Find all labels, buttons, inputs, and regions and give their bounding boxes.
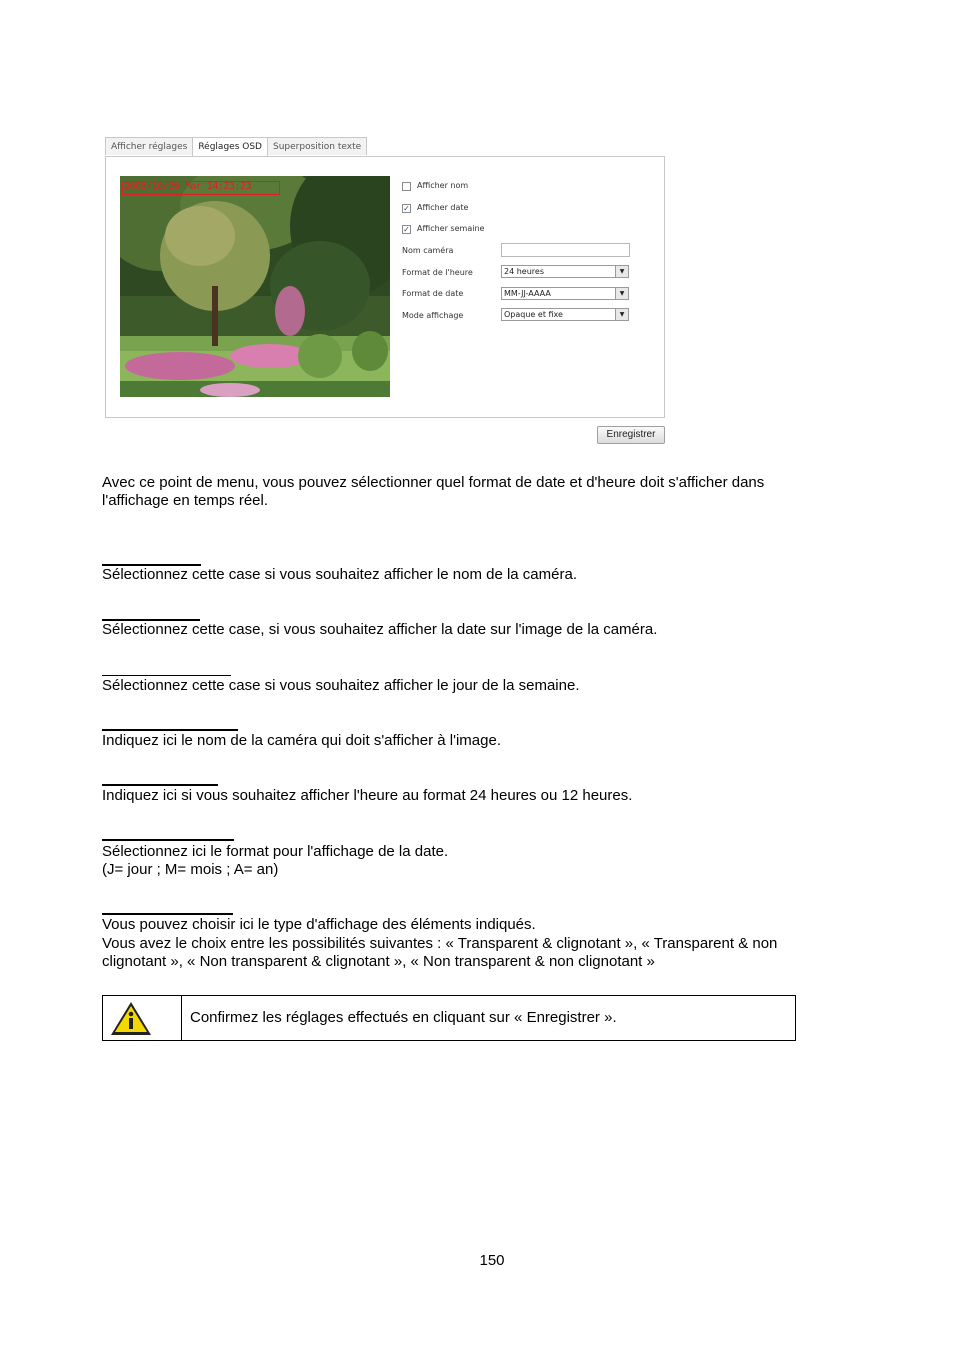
section-rule — [102, 675, 231, 676]
tab-reglages-osd[interactable]: Réglages OSD — [192, 137, 268, 156]
warning-info-icon — [109, 1000, 153, 1037]
section-rule — [102, 784, 218, 786]
format-heure-label: Format de l'heure — [402, 268, 473, 277]
format-date-select[interactable] — [501, 287, 629, 300]
format-date-legend: (J= jour ; M= mois ; A= an) — [102, 861, 279, 878]
afficher-nom-description: Sélectionnez cette case si vous souhaitez afficher le nom de la caméra. — [102, 566, 577, 583]
afficher-nom-checkbox[interactable] — [402, 182, 411, 191]
afficher-nom-label: Afficher nom — [417, 181, 469, 190]
format-heure-select[interactable] — [501, 265, 629, 278]
section-rule — [102, 729, 238, 731]
save-button[interactable]: Enregistrer — [597, 426, 665, 444]
settings-tabs — [105, 137, 366, 156]
format-date-description: Sélectionnez ici le format pour l'affichage de la date. — [102, 843, 449, 860]
format-heure-description: Indiquez ici si vous souhaitez afficher l'heure au format 24 heures ou 12 heures. — [102, 787, 633, 804]
tab-superposition-texte[interactable]: Superposition texte — [267, 137, 367, 155]
mode-affichage-options: Vous avez le choix entre les possibilités suivantes : « Transparent & clignotant », « Transparent & non clignotant », « Non transparent & clignotant », « Non transparent & non clignotant » — [102, 935, 778, 970]
page-number: 150 — [479, 1252, 505, 1269]
intro-paragraph: Avec ce point de menu, vous pouvez sélectionner quel format de date et d'heure doit s'afficher dans l'affichage en temps réel. — [102, 474, 765, 509]
section-rule — [102, 913, 233, 915]
format-date-label: Format de date — [402, 289, 464, 298]
afficher-semaine-description: Sélectionnez cette case si vous souhaitez afficher le jour de la semaine. — [102, 677, 580, 694]
chevron-down-icon[interactable]: ▼ — [615, 266, 628, 277]
mode-affichage-description: Vous pouvez choisir ici le type d'affichage des éléments indiqués. — [102, 916, 536, 933]
osd-overlay-text: 2008/10/29 Mar 14:23:23 — [124, 181, 251, 192]
afficher-date-label: Afficher date — [417, 203, 469, 212]
note-divider — [181, 995, 182, 1041]
afficher-semaine-checkbox[interactable]: ✓ — [403, 225, 410, 234]
nom-camera-label: Nom caméra — [402, 246, 454, 255]
afficher-date-checkbox[interactable]: ✓ — [403, 204, 410, 213]
format-date-value: MM-JJ-AAAA — [504, 289, 551, 298]
afficher-date-description: Sélectionnez cette case, si vous souhaitez afficher la date sur l'image de la caméra. — [102, 621, 658, 638]
section-rule — [102, 839, 234, 841]
tab-afficher-reglages[interactable]: Afficher réglages — [105, 137, 193, 155]
chevron-down-icon[interactable]: ▼ — [615, 288, 628, 299]
mode-affichage-value: Opaque et fixe — [504, 310, 563, 319]
mode-affichage-label: Mode affichage — [402, 311, 464, 320]
camera-preview-image — [120, 176, 390, 397]
afficher-semaine-label: Afficher semaine — [417, 224, 485, 233]
nom-camera-description: Indiquez ici le nom de la caméra qui doit s'afficher à l'image. — [102, 732, 501, 749]
note-text: Confirmez les réglages effectués en cliquant sur « Enregistrer ». — [190, 1009, 617, 1026]
format-heure-value: 24 heures — [504, 267, 544, 276]
mode-affichage-select[interactable] — [501, 308, 629, 321]
nom-camera-input[interactable] — [501, 243, 630, 257]
chevron-down-icon[interactable]: ▼ — [615, 309, 628, 320]
